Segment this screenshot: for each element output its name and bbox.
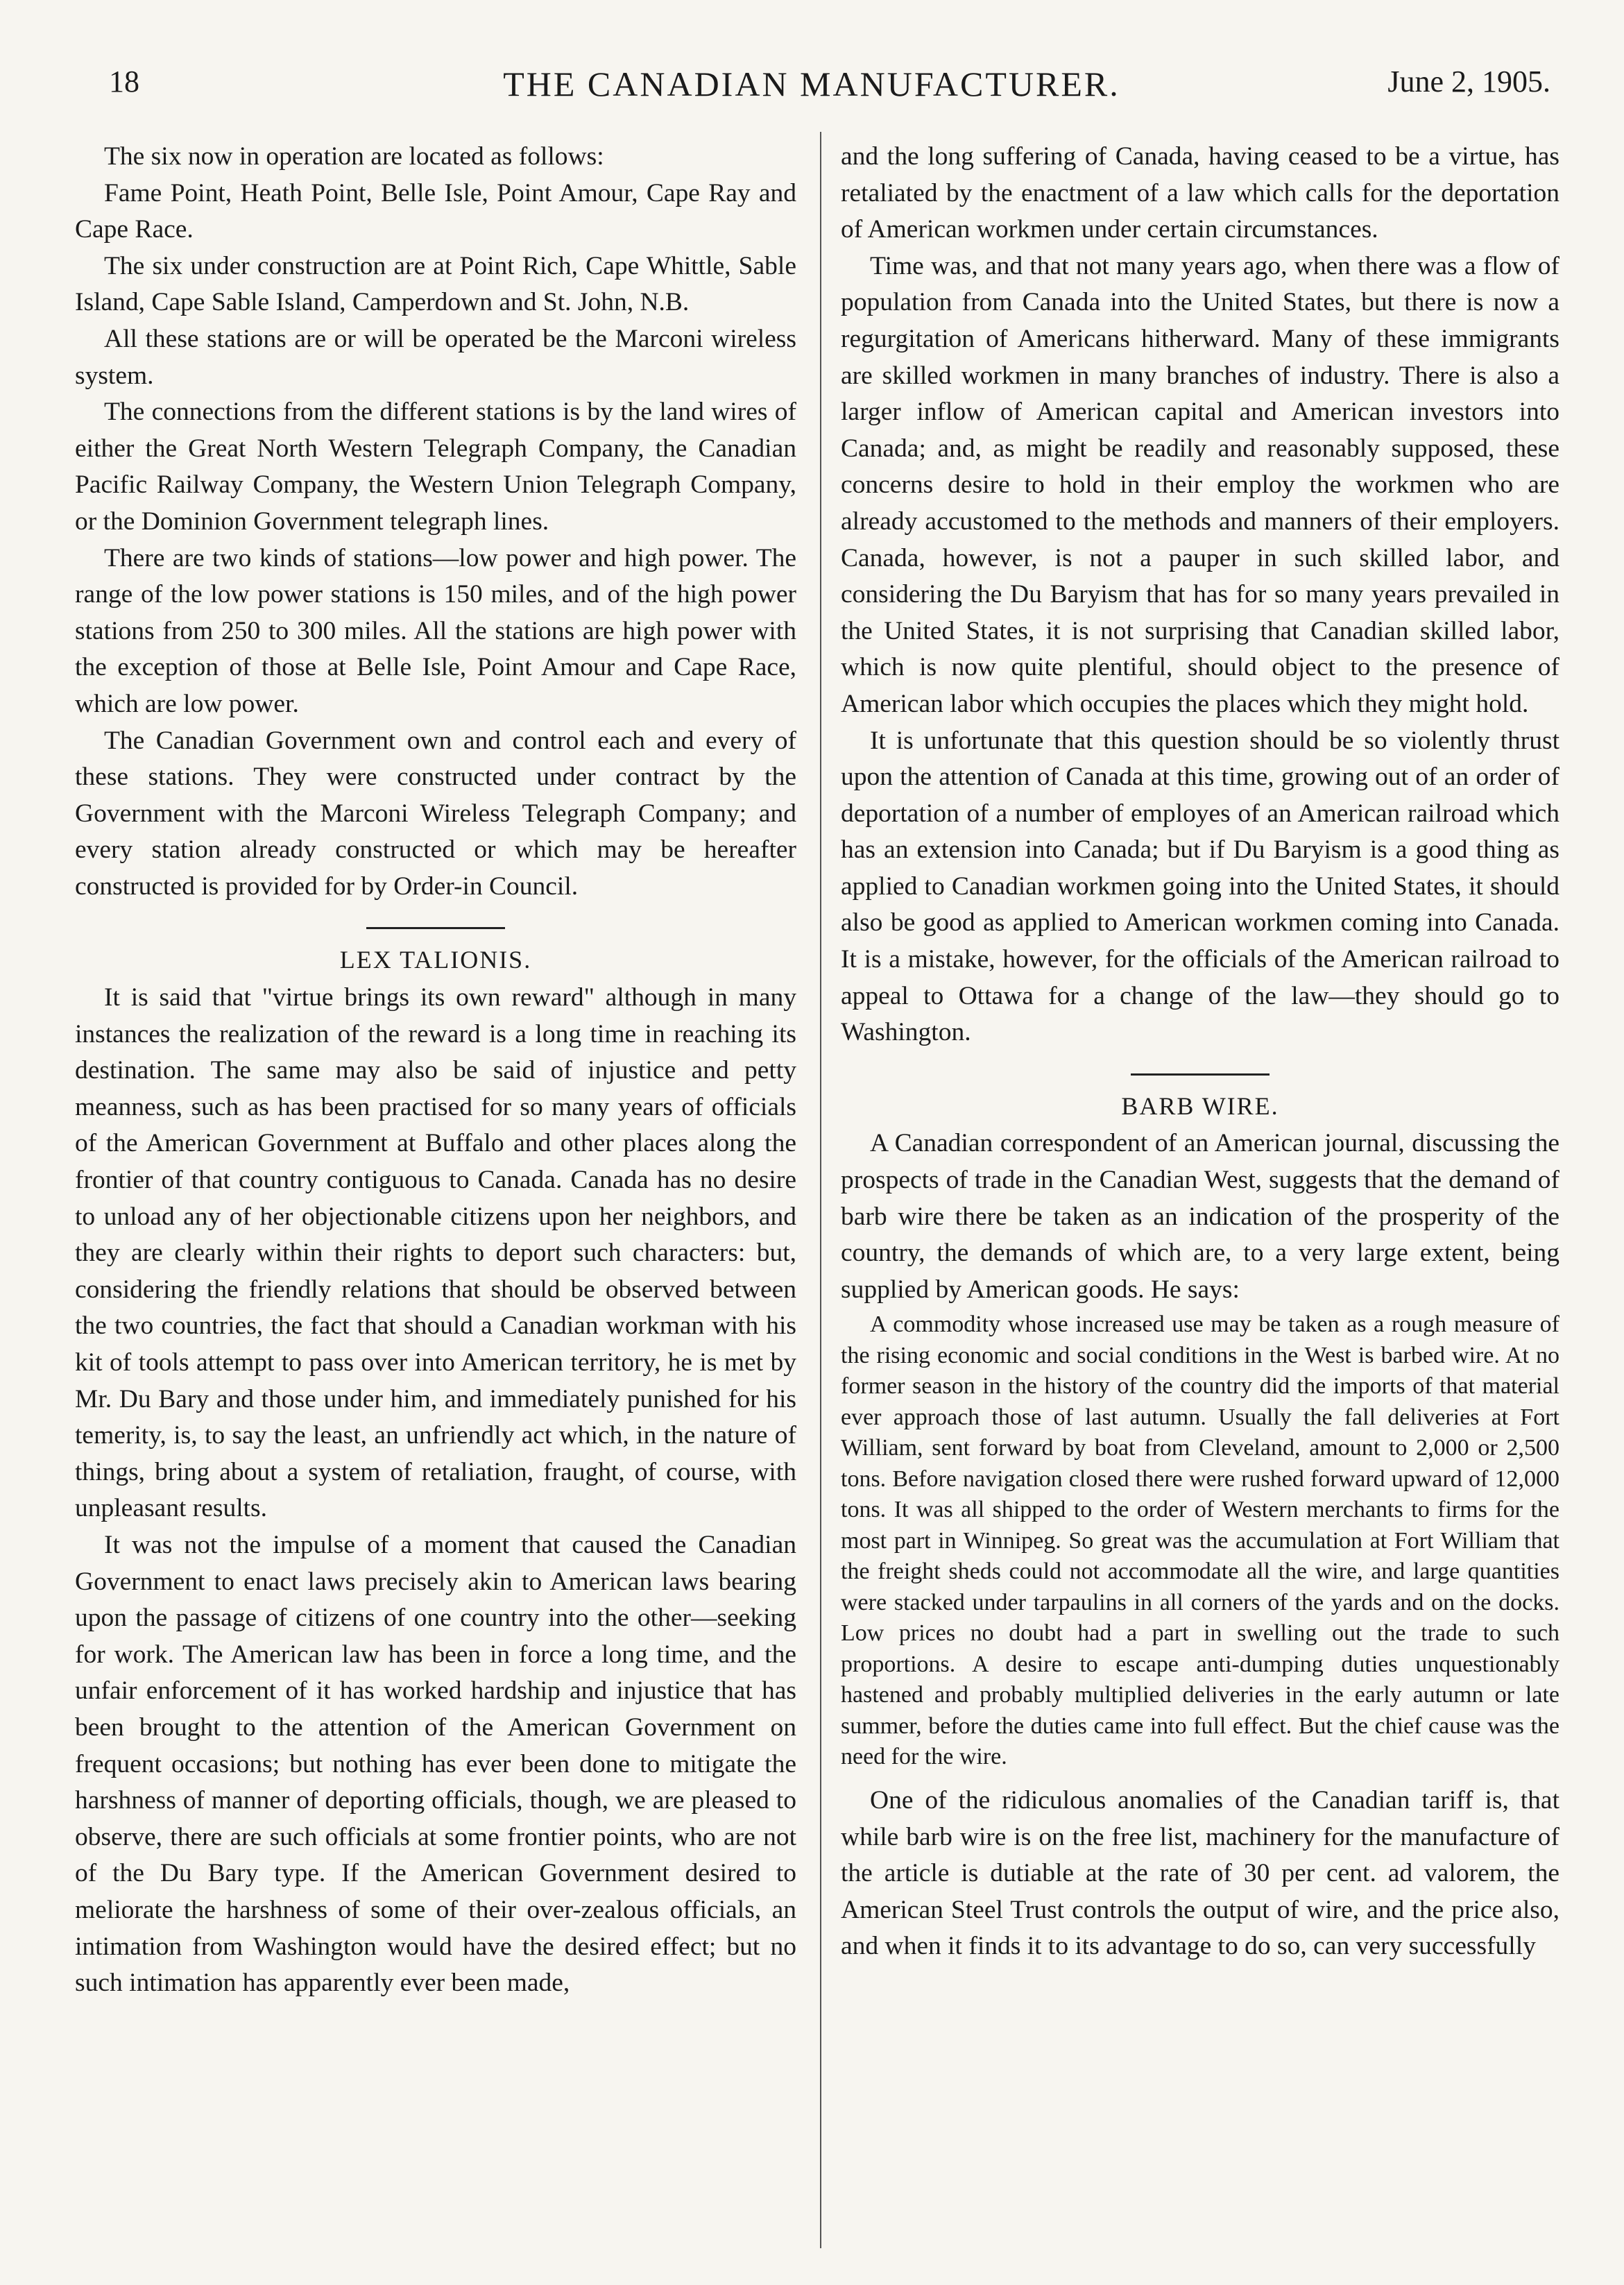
- issue-date: June 2, 1905.: [1387, 65, 1550, 99]
- wireless-paragraph: All these stations are or will be operated be the Marconi wireless system.: [75, 324, 796, 390]
- barb-wire-paragraph: One of the ridiculous anomalies of the Canadian tariff is, that while barb wire is on the free list, machinery for the manufacture of the article is dutiable at the rate of 30 per cent. ad valorem, the American Steel Trust controls the output of wire, and the price also, and when it finds it to its advantage to do so, can very successfully: [841, 1785, 1559, 1961]
- barb-wire-quote: [841, 1309, 1559, 1773]
- lex-talionis-paragraph: It is unfortunate that this question should be so violently thrust upon the attention of Canada at this time, growing out of an order of deportation of a number of employes of an American railroad which has an extension into Canada; but if Du Baryism is a good thing as applied to Canadian workmen going into the United States, it should also be good as applied to American workmen coming into Canada. It is a mistake, however, for the officials of the American railroad to appeal to Ottawa for a change of the law—they should go to Washington.: [841, 726, 1559, 1047]
- wireless-paragraph: The six under construction are at Point Rich, Cape Whittle, Sable Island, Cape Sable Island, Camperdown and St. John, N.B.: [75, 251, 796, 317]
- right-column: [841, 139, 1559, 1965]
- barb-wire-paragraph: A Canadian correspondent of an American journal, discussing the prospects of trade in the Canadian West, suggests that the demand of barb wire there be taken as an indication of the prosperity of the country, the demands of which are, to a very large extent, being supplied by American goods. He says:: [841, 1129, 1559, 1304]
- lex-talionis-heading: LEX TALIONIS.: [339, 946, 532, 974]
- page-header: [73, 64, 1550, 112]
- journal-title: THE CANADIAN MANUFACTURER.: [503, 65, 1120, 103]
- lex-talionis-continued: and the long suffering of Canada, having ceased to be a virtue, has retaliated by the enactment of a law which calls for the deportation of American workmen under certain circumstances.: [841, 142, 1559, 244]
- wireless-paragraph: The six now in operation are located as follows:: [104, 142, 604, 171]
- lex-talionis-paragraph: It is said that "virtue brings its own reward" although in many instances the realization of the reward is a long time in reaching its destination. The same may also be said of injustice and petty meanness, such as has been practised for so many years of officials of the American Government at Buffalo and other places along the frontier of that country contiguous to Canada. Canada has no desire to unload any of her objectionable citizens upon her neighbors, and they are clearly within their rights to deport such characters: but, considering the friendly relations that should be observed between the two countries, the fact that should a Canadian workman with his kit of tools attempt to pass over into American territory, he is met by Mr. Du Bary and those under him, and immediately punished for his temerity, is, to say the least, an unfriendly act which, in the nature of things, bring about a system of retaliation, fraught, of course, with unpleasant results.: [75, 983, 796, 1523]
- wireless-paragraph: The Canadian Government own and control each and every of these stations. They were constructed under contract by the Government with the Marconi Wireless Telegraph Company; and every station already constructed or which may be hereafter constructed is provided for by Order-in Council.: [75, 726, 796, 901]
- wireless-paragraph: The connections from the different stations is by the land wires of either the Great North Western Telegraph Company, the Canadian Pacific Railway Company, the Western Union Telegraph Company, or the Dominion Government telegraph lines.: [75, 398, 796, 536]
- lex-talionis-paragraph: It was not the impulse of a moment that caused the Canadian Government to enact laws precisely akin to American laws bearing upon the passage of citizens of one country into the other—seeking for work. The American law has been in force a long time, and the unfair enforcement of it has worked hardship and injustice that has been brought to the attention of the American Government on frequent occasions; but nothing has ever been done to mitigate the harshness of manner of deporting officials, though, we are pleased to observe, there are such officials at some frontier points, who are not of the Du Bary type. If the American Government desired to meliorate the harshness of some of their over-zealous officials, an intimation from Washington would have the desired effect; but no such intimation has apparently ever been made,: [75, 1530, 796, 1998]
- barb-wire-heading: BARB WIRE.: [1121, 1091, 1279, 1120]
- section-separator: [366, 927, 505, 929]
- wireless-paragraph: There are two kinds of stations—low power and high power. The range of the low power stations is 150 miles, and of the high power stations from 250 to 300 miles. All the stations are high power with the exception of those at Belle Isle, Point Amour and Cape Race, which are low power.: [75, 543, 796, 718]
- quote-text: A commodity whose increased use may be taken as a rough measure of the rising economic and social conditions in the West is barbed wire. At no former season in the history of the country did the imports of that material ever approach those of last autumn. Usually the fall deliveries at Fort William, sent forward by boat from Cleveland, amount to 2,000 or 2,500 tons. Before navigation closed there were rushed forward upward of 12,000 tons. It was all shipped to the order of Western merchants to firms for the most part in Winnipeg. So great was the accumulation at Fort William that the freight sheds could not accommodate all the wire, and large quantities were stacked under tarpaulins in all corners of the yards and on the docks. Low prices no doubt had a part in swelling out the trade to such proportions. A desire to escape anti-dumping duties unquestionably hastened and probably multiplied deliveries in the early autumn or late summer, before the duties came into full effect. But the chief cause was the need for the wire.: [841, 1311, 1559, 1770]
- lex-talionis-paragraph: Time was, and that not many years ago, when there was a flow of population from Canada into the United States, but there is now a regurgitation of Americans hitherward. Many of these immigrants are skilled workmen in many branches of industry. There is also a larger inflow of American capital and American investors into Canada; and, as might be readily and reasonably supposed, these concerns desire to hold in their employ the workmen who are already accustomed to the methods and manners of their employers. Canada, however, is not a pauper in such skilled labor, and considering the Du Baryism that has for so many years prevailed in the United States, it is not surprising that Canadian skilled labor, which is now quite plentiful, should object to the presence of American labor which occupies the places which they might hold.: [841, 251, 1559, 718]
- wireless-paragraph: Fame Point, Heath Point, Belle Isle, Point Amour, Cape Ray and Cape Race.: [75, 178, 796, 244]
- page-number: 18: [109, 65, 139, 99]
- section-separator: [1131, 1073, 1270, 1076]
- column-divider: [820, 132, 821, 2248]
- left-column: [75, 139, 796, 2002]
